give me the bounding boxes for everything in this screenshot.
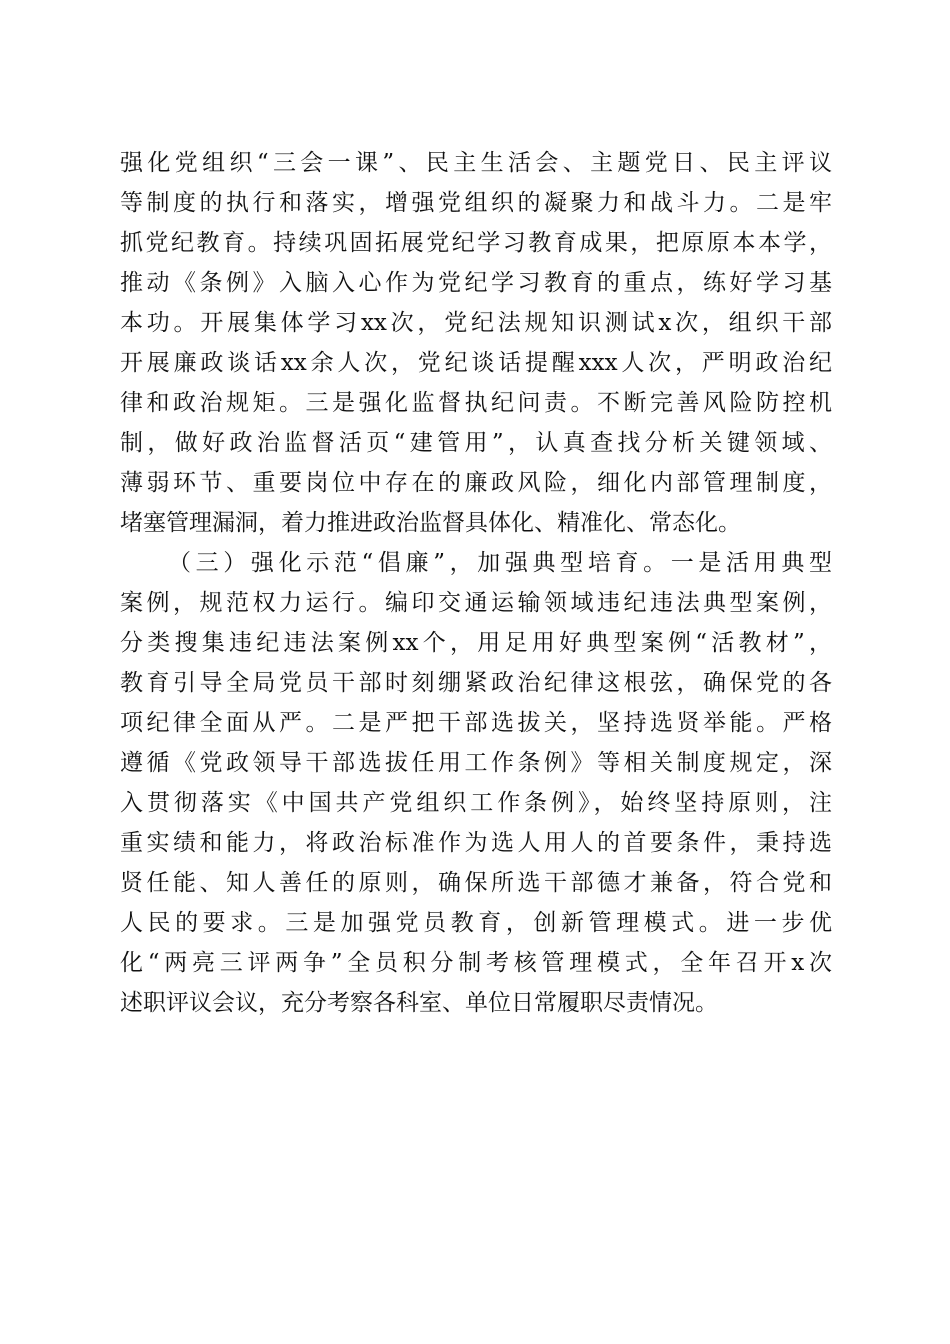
- text-line: 本功。开展集体学习xx次，党纪法规知识测试x次，组织干部: [120, 310, 832, 336]
- text-line: 强化党组织“三会一课”、民主生活会、主题党日、民主评议: [120, 150, 832, 176]
- body-text: [120, 143, 832, 1023]
- text-line: 重实绩和能力，将政治标准作为选人用人的首要条件，秉持选: [120, 830, 832, 856]
- section-heading-line: （三）强化示范“倡廉”，加强典型培育。一是活用典型: [168, 550, 832, 576]
- text-line: 等制度的执行和落实，增强党组织的凝聚力和战斗力。二是牢: [120, 190, 832, 216]
- paragraph-end-line: 述职评议会议，充分考察各科室、单位日常履职尽责情况。: [120, 990, 718, 1016]
- text-line: 教育引导全局党员干部时刻绷紧政治纪律这根弦，确保党的各: [120, 670, 832, 696]
- text-line: 抓党纪教育。持续巩固拓展党纪学习教育成果，把原原本本学，: [120, 230, 832, 256]
- text-line: 入贯彻落实《中国共产党组织工作条例》，始终坚持原则，注: [120, 790, 832, 816]
- text-line: 化“两亮三评两争”全员积分制考核管理模式，全年召开x次: [120, 950, 832, 976]
- text-line: 人民的要求。三是加强党员教育，创新管理模式。进一步优: [120, 910, 832, 936]
- text-line: 项纪律全面从严。二是严把干部选拔关，坚持选贤举能。严格: [120, 710, 832, 736]
- text-line: 推动《条例》入脑入心作为党纪学习教育的重点，练好学习基: [120, 270, 832, 296]
- text-line: 分类搜集违纪违法案例xx个，用足用好典型案例“活教材”，: [120, 630, 832, 656]
- text-line: 贤任能、知人善任的原则，确保所选干部德才兼备，符合党和: [120, 870, 832, 896]
- text-line: 遵循《党政领导干部选拔任用工作条例》等相关制度规定，深: [120, 750, 832, 776]
- text-line: 律和政治规矩。三是强化监督执纪问责。不断完善风险防控机: [120, 390, 832, 416]
- text-line: 开展廉政谈话xx余人次，党纪谈话提醒xxx人次，严明政治纪: [120, 350, 832, 376]
- text-line: 薄弱环节、重要岗位中存在的廉政风险，细化内部管理制度，: [120, 470, 832, 496]
- paragraph-end-line: 堵塞管理漏洞，着力推进政治监督具体化、精准化、常态化。: [120, 510, 741, 536]
- text-line: 案例，规范权力运行。编印交通运输领域违纪违法典型案例，: [120, 590, 832, 616]
- text-line: 制，做好政治监督活页“建管用”，认真查找分析关键领域、: [120, 430, 832, 456]
